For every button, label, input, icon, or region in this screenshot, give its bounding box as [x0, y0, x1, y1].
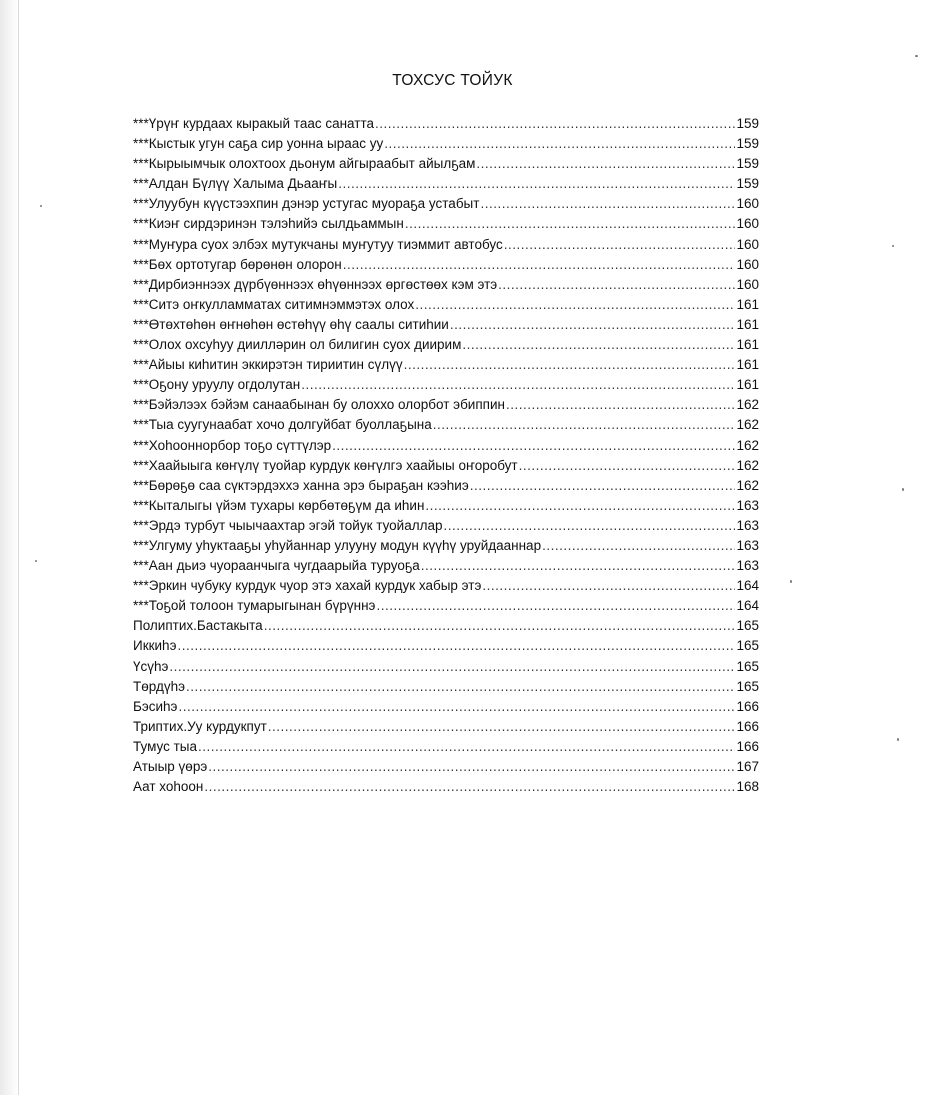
toc-entry	[133, 154, 759, 174]
toc-entry	[133, 255, 759, 275]
toc-entry	[133, 355, 759, 375]
toc-entry	[133, 476, 759, 496]
toc-entry	[133, 436, 759, 456]
page-edge-shadow	[0, 0, 18, 1095]
toc-entry-page: 163	[736, 558, 759, 574]
dot-leader	[384, 134, 735, 154]
toc-entry	[133, 616, 759, 636]
dot-leader	[542, 536, 735, 556]
dot-leader	[177, 636, 735, 656]
toc-entry-page: 162	[736, 437, 759, 453]
dot-leader	[178, 697, 735, 717]
toc-entry-page: 163	[736, 497, 759, 513]
toc-entry-title: Полиптих.Бастакыта	[133, 618, 263, 634]
toc-entry	[133, 536, 759, 556]
toc-entry-page: 160	[736, 276, 759, 292]
dot-leader	[186, 677, 735, 697]
toc-entry	[133, 114, 759, 134]
dot-leader	[376, 596, 735, 616]
toc-entry	[133, 194, 759, 214]
toc-entry-page: 161	[736, 316, 759, 332]
scan-speck	[40, 205, 42, 207]
toc-entry-page: 165	[736, 658, 759, 674]
dot-leader	[519, 456, 736, 476]
toc-entry-title: ***Кыстык угун саҕа сир уонна ыраас уу	[133, 136, 384, 152]
toc-entry-page: 160	[736, 196, 759, 212]
toc-entry-page: 168	[736, 779, 759, 795]
toc-entry-title: ***Дирбиэннээх дүрбүөннээх өһүөннээх өргөстөөх кэм этэ	[133, 276, 498, 292]
toc-entry	[133, 657, 759, 677]
toc-entry-page: 165	[736, 618, 759, 634]
toc-entry-page: 159	[736, 116, 759, 131]
toc-entry-page: 161	[736, 337, 759, 353]
toc-entry-title: ***Бөрөҕө саа сүктэрдэххэ ханна эрэ быраҕан кээһиэ	[133, 477, 469, 493]
toc-entry-page: 164	[736, 598, 759, 614]
toc-entry	[133, 395, 759, 415]
toc-entry-title: ***Тоҕой толоон тумарыгынан бүрүннэ	[133, 598, 376, 614]
toc-entry-page: 163	[736, 517, 759, 533]
toc-entry-title: ***Кырыымчык олохтоох дьонум айгыраабыт айылҕам	[133, 156, 476, 172]
table-of-contents	[133, 114, 759, 797]
dot-leader	[332, 436, 735, 456]
toc-entry-title: Аат хоһоон	[133, 779, 204, 795]
toc-entry-page: 161	[736, 296, 759, 312]
scan-speck	[790, 580, 792, 583]
page-edge-line	[18, 0, 19, 1095]
dot-leader	[169, 657, 735, 677]
page-title: ТОХСУС ТОЙУК	[392, 72, 513, 89]
toc-entry-title: ***Тыа суугунаабат хочо долгуйбат буоллаҕына	[133, 417, 432, 433]
dot-leader	[498, 275, 735, 295]
toc-entry-page: 159	[736, 176, 759, 192]
toc-entry	[133, 556, 759, 576]
toc-entry-page: 161	[736, 357, 759, 373]
toc-entry-title: Үсүһэ	[133, 658, 169, 674]
toc-entry	[133, 315, 759, 335]
toc-entry-page: 160	[736, 256, 759, 272]
toc-entry	[133, 677, 759, 697]
toc-entry	[133, 757, 759, 777]
scan-speck	[915, 55, 918, 57]
toc-entry	[133, 737, 759, 757]
toc-entry-title: ***Өтөхтөһөн өҥнөһөн өстөһүү өһү саалы ситиһии	[133, 316, 449, 332]
toc-entry	[133, 636, 759, 656]
dot-leader	[208, 757, 735, 777]
toc-entry	[133, 235, 759, 255]
toc-entry-page: 167	[736, 759, 759, 774]
toc-entry	[133, 134, 759, 154]
dot-leader	[338, 174, 735, 194]
toc-entry-page: 159	[736, 156, 759, 172]
dot-leader	[404, 355, 736, 375]
toc-entry-title: ***Бэйэлээх бэйэм санаабынан бу олоххо олорбот эбиппин	[133, 397, 505, 413]
toc-entry-title: ***Хаайыыга көҥүлү туойар курдук көҥүлгэ хаайыы оҥоробут	[133, 457, 518, 473]
toc-entry-title: ***Хоһооннорбор тоҕо сүттүлэр	[133, 437, 332, 453]
toc-entry-title: ***Кыталыгы үйэм тухары көрбөтөҕүм да иһин	[133, 497, 425, 513]
dot-leader	[415, 295, 735, 315]
dot-leader	[198, 737, 735, 757]
dot-leader	[482, 576, 735, 596]
toc-entry	[133, 415, 759, 435]
toc-entry-title: Бэсиһэ	[133, 698, 178, 714]
dot-leader	[462, 335, 735, 355]
toc-entry-title: ***Бөх ортотугар бөрөнөн олорон	[133, 256, 342, 272]
toc-entry-page: 165	[736, 678, 759, 694]
toc-entry-page: 162	[736, 417, 759, 433]
dot-leader	[375, 114, 735, 134]
toc-entry-page: 166	[736, 718, 759, 734]
toc-entry-title: ***Улуубун күүстээхпин дэнэр устугас муораҕа устабыт	[133, 196, 480, 212]
toc-entry-title: Тумус тыа	[133, 738, 198, 754]
dot-leader	[343, 255, 736, 275]
toc-entry	[133, 456, 759, 476]
toc-entry	[133, 335, 759, 355]
toc-entry	[133, 275, 759, 295]
dot-leader	[476, 154, 735, 174]
toc-entry-page: 163	[736, 537, 759, 553]
toc-entry-title: Төрдүһэ	[133, 678, 185, 694]
dot-leader	[450, 315, 736, 335]
toc-entry-page: 161	[736, 377, 759, 393]
toc-entry-title: ***Киэҥ сирдэринэн тэлэһийэ сылдьаммын	[133, 216, 404, 232]
toc-entry-page: 165	[736, 638, 759, 654]
dot-leader	[504, 235, 736, 255]
toc-entry-title: ***Айыы киһитин эккирэтэн тириитин сүлүү	[133, 357, 403, 373]
toc-entry-page: 164	[736, 578, 759, 594]
toc-entry-page: 159	[736, 136, 759, 152]
scan-speck	[902, 488, 904, 491]
dot-leader	[268, 717, 736, 737]
toc-entry-title: Иккиһэ	[133, 638, 177, 654]
toc-entry	[133, 295, 759, 315]
toc-entry-page: 166	[736, 738, 759, 754]
toc-entry	[133, 174, 759, 194]
scan-speck	[35, 560, 37, 562]
dot-leader	[425, 496, 735, 516]
toc-entry	[133, 596, 759, 616]
toc-entry	[133, 576, 759, 596]
toc-entry-page: 160	[736, 216, 759, 232]
toc-entry	[133, 496, 759, 516]
dot-leader	[506, 395, 736, 415]
scan-speck	[897, 738, 899, 741]
dot-leader	[301, 375, 735, 395]
dot-leader	[470, 476, 736, 496]
dot-leader	[444, 516, 736, 536]
dot-leader	[480, 194, 735, 214]
toc-entry-page: 162	[736, 477, 759, 493]
dot-leader	[433, 415, 736, 435]
toc-entry-title: Триптих.Уу курдукпут	[133, 718, 267, 734]
toc-entry	[133, 777, 759, 797]
toc-entry-title: ***Улгуму уһуктааҕы уһуйаннар улууну модун күүһү уруйдааннар	[133, 537, 542, 553]
toc-entry	[133, 214, 759, 234]
toc-entry	[133, 717, 759, 737]
toc-entry-title: ***Алдан Бүлүү Халыма Дьааҥы	[133, 176, 338, 192]
toc-entry	[133, 697, 759, 717]
toc-entry-title: ***Эркин чубуку курдук чуор этэ хахай курдук хабыр этэ	[133, 578, 482, 594]
toc-entry-title: ***Олох охсуһуу диилләрин ол билигин суох диирим	[133, 337, 462, 353]
toc-entry-title: ***Оҕону уруулу огдолутан	[133, 377, 301, 393]
toc-entry-title: ***Муҥура суох элбэх мутукчаны муҥутуу тиэммит автобус	[133, 236, 503, 252]
dot-leader	[264, 616, 736, 636]
toc-entry	[133, 375, 759, 395]
toc-entry	[133, 516, 759, 536]
toc-entry-page: 162	[736, 397, 759, 413]
toc-entry-page: 160	[736, 236, 759, 252]
toc-entry-title: ***Үрүҥ курдаах кыракый таас санатта	[133, 116, 374, 131]
dot-leader	[421, 556, 736, 576]
dot-leader	[204, 777, 735, 797]
toc-entry-title: ***Ситэ оҥкулламматах ситимнэммэтэх олох	[133, 296, 415, 312]
toc-entry-page: 166	[736, 698, 759, 714]
toc-entry-title: ***Аан дьиэ чуораанчыга чугдаарыйа туруоҕа	[133, 558, 420, 574]
toc-entry-page: 162	[736, 457, 759, 473]
toc-entry-title: ***Эрдэ турбут чыычаахтар эгэй тойук туойаллар	[133, 517, 443, 533]
scan-speck	[892, 245, 894, 247]
dot-leader	[405, 214, 736, 234]
toc-entry-title: Атыыр үөрэ	[133, 759, 208, 774]
